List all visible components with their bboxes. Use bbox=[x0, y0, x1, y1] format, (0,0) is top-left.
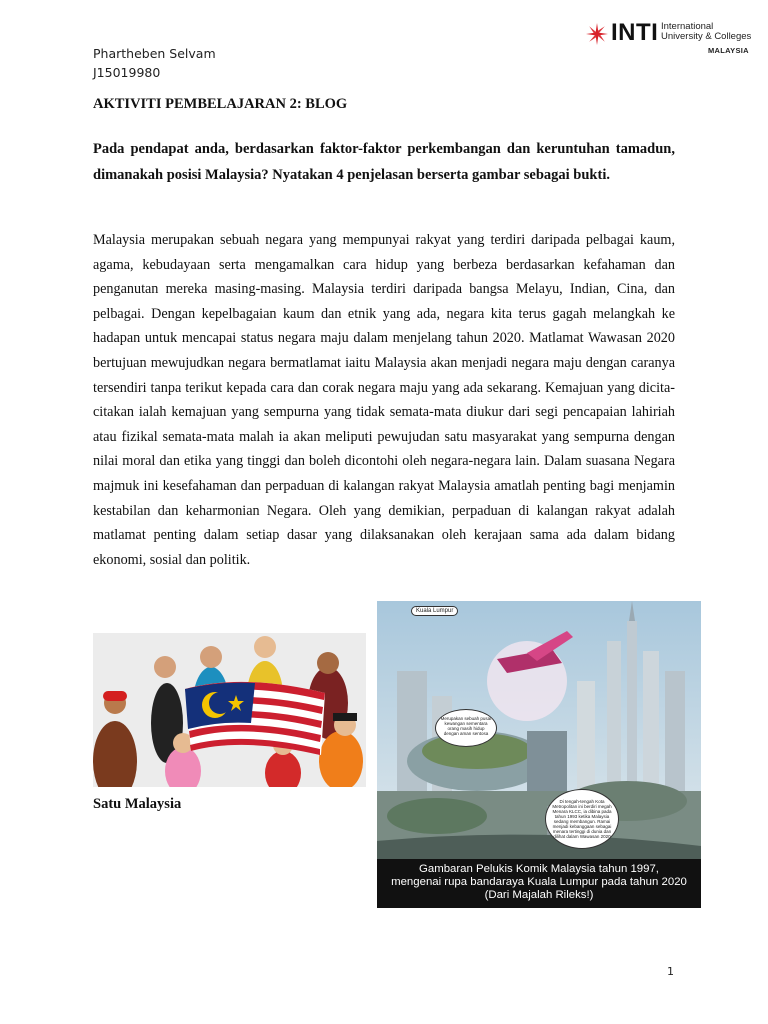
satu-malaysia-caption: Satu Malaysia bbox=[93, 796, 182, 812]
logo-brand: INTI bbox=[611, 19, 659, 46]
comic-speech-bubble-1: Merupakan sebuah pusat kewangan sementara orang masih hidup dengan aman sentosa bbox=[435, 709, 497, 747]
logo-country: MALAYSIA bbox=[708, 46, 749, 55]
star-logo-icon bbox=[585, 22, 609, 46]
comic-city-label: Kuala Lumpur bbox=[411, 606, 458, 616]
comic-caption-line-3: (Dari Majalah Rileks!) bbox=[484, 889, 594, 901]
people-flag-illustration bbox=[93, 633, 366, 787]
logo-line-1: International bbox=[661, 21, 714, 32]
logo-line-2: University & Colleges bbox=[661, 31, 752, 42]
malaysia-flag bbox=[185, 682, 325, 755]
comic-speech-bubble-2: Di tengah-tengah Kota Metropolitan ini berdiri megah Menara KLCC, ia dibina pada tahun 1993 ketika Malaysia sedang membangun. Ramai menjadi kebanggaan sebagai menara tertinggi di dunia dan dilihat dalam Wawasan 2020 bbox=[545, 789, 619, 849]
comic-caption-line-1: Gambaran Pelukis Komik Malaysia tahun 1997, bbox=[419, 863, 659, 875]
body-paragraph: Malaysia merupakan sebuah negara yang mempunyai rakyat yang terdiri daripada pelbagai kaum, agama, kebudayaan serta mengamalkan cara hidup yang berbeza berdasarkan kefahaman dan penganutan mereka masing-masing. Malaysia terdiri daripada bangsa Melayu, Indian, Cina, dan pelbagai. Dengan kepelbagaian kaum dan etnik yang ada, negara kita terus gagah melangkah ke hadapan untuk mencapai status negara maju dalam menjelang tahun 2020. Matlamat Wawasan 2020 bertujuan mewujudkan negara bermatlamat iaitu Malaysia akan menjadi negara maju dengan caranya tersendiri tanpa terikut kepada cara dan corak negara maju yang ada sekarang. Kemajuan yang dicita-citakan ialah kemajuan yang sempurna yang tidak semata-mata diukur dari segi pencapaian lahiriah atau fizikal semata-mata malah ia akan meliputi pewujudan satu masyarakat yang sempurna dengan nilai moral dan etika yang tinggi dan boleh dicontohi oleh negara-negara lain. Dalam suasana Negara majmuk ini kesefahaman dan perpaduan di kalangan rakyat Malaysia amatlah penting bagi menjamin kestabilan dan keharmonian Negara. Oleh yang demikian, perpaduan di kalangan rakyat adalah matlamat penting dalam setiap dasar yang dilaksanakan oleh kerajaan sama ada dalam bidang ekonomi, sosial dan politik. bbox=[93, 232, 675, 568]
student-id: J15019980 bbox=[93, 65, 161, 80]
question-text: Pada pendapat anda, berdasarkan faktor-faktor perkembangan dan keruntuhan tamadun, dimanakah posisi Malaysia? Nyatakan 4 penjelasan berserta gambar sebagai bukti. bbox=[93, 141, 675, 183]
kuala-lumpur-2020-comic bbox=[377, 601, 701, 908]
comic-caption bbox=[377, 859, 701, 908]
author-block bbox=[93, 44, 216, 82]
futuristic-city-illustration bbox=[377, 601, 701, 859]
inti-logo bbox=[585, 20, 757, 60]
logo-subtitle bbox=[661, 22, 761, 42]
comic-caption-line-2: mengenai rupa bandaraya Kuala Lumpur pada tahun 2020 bbox=[391, 876, 687, 888]
author-name: Phartheben Selvam bbox=[93, 46, 216, 61]
satu-malaysia-photo bbox=[93, 633, 366, 787]
page-heading: AKTIVITI PEMBELAJARAN 2: BLOG bbox=[93, 96, 348, 112]
page-number: 1 bbox=[667, 965, 674, 978]
